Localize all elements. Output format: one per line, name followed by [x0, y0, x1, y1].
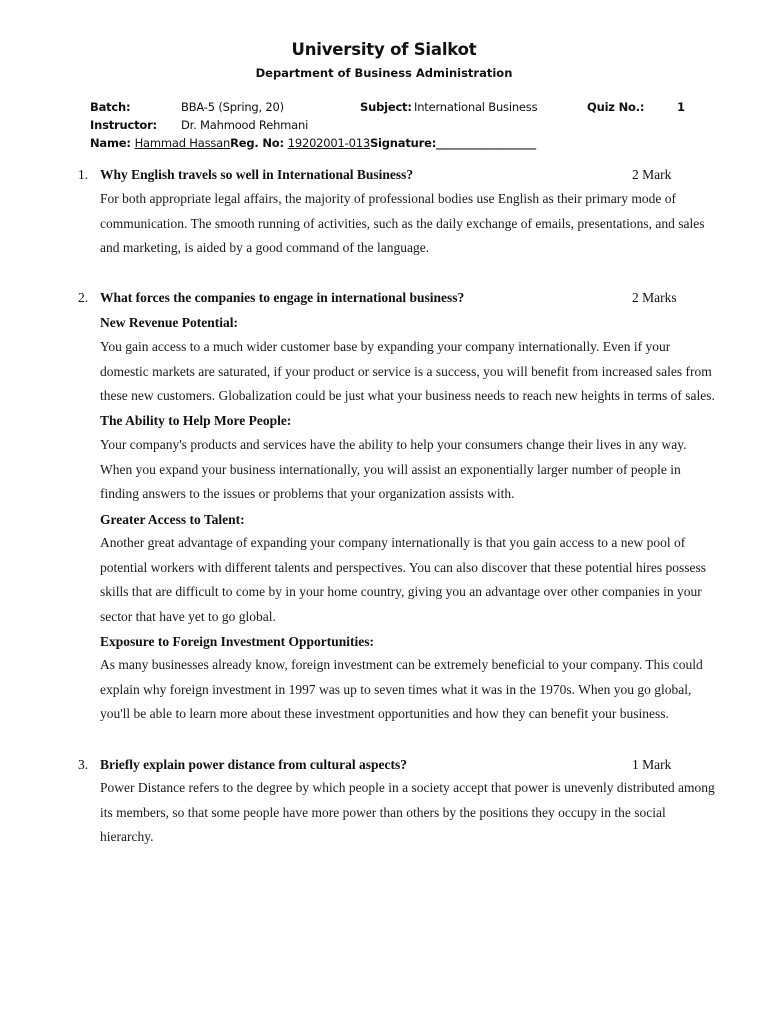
question-2-number: 2. — [78, 290, 89, 305]
question-1-text: Why English travels so well in International Business? — [100, 167, 414, 182]
question-1-marks: 2 Mark — [632, 167, 672, 182]
answer-line: Another great advantage of expanding your company internationally is that you gain access to a new pool of — [100, 535, 686, 550]
reg-label: Reg. No: — [230, 136, 284, 150]
answer-line: these new customers. Globalization could be just what your business needs to reach new heights in terms of sales. — [100, 388, 715, 404]
section-heading-revenue: New Revenue Potential: — [100, 315, 238, 330]
answer-line: domestic markets are saturated, if your product or service is a success, you will benefit from increased sales from — [100, 363, 712, 379]
answer-line: Power Distance refers to the degree by which people in a society accept that power is unevenly distributed among — [100, 780, 715, 795]
question-1-number: 1. — [78, 167, 89, 182]
section-body-foreign-investment — [100, 653, 732, 727]
signature-label: Signature: — [369, 136, 437, 150]
subject-label: Subject: — [360, 100, 412, 114]
answer-line: potential workers with different talents and perspectives. You can also discover that these potential hires possess — [100, 559, 706, 575]
answer-line: sector that have yet to go global. — [100, 608, 276, 624]
section-heading-help-people: The Ability to Help More People: — [100, 413, 292, 428]
instructor-label: Instructor: — [90, 118, 157, 132]
answer-line: its members, so that some people have more power than others by the positions they occupy in the social — [100, 804, 666, 820]
name-value: Hammad Hassan — [134, 136, 231, 150]
instructor-value: Dr. Mahmood Rehmani — [181, 118, 309, 132]
question-2-text: What forces the companies to engage in international business? — [100, 290, 465, 305]
batch-value: BBA-5 (Spring, 20) — [181, 100, 284, 114]
section-heading-talent: Greater Access to Talent: — [100, 512, 245, 527]
question-2-marks: 2 Marks — [632, 290, 677, 305]
question-1-answer — [100, 187, 732, 261]
university-title: University of Sialkot — [291, 40, 477, 59]
signature-blank: __________________ — [436, 136, 537, 150]
name-label: Name: — [90, 136, 131, 150]
quiz-label: Quiz No.: — [587, 100, 645, 114]
subject-value: International Business — [414, 100, 538, 114]
answer-line: communication. The smooth running of activities, such as the daily exchange of emails, presentations, and sales — [100, 215, 705, 231]
question-3-number: 3. — [78, 757, 89, 772]
question-3-answer — [100, 776, 732, 850]
answer-line: finding answers to the issues or problems that your organization assists with. — [100, 486, 515, 502]
answer-line: Your company's products and services have the ability to help your consumers change their lives in any way. — [100, 437, 687, 452]
reg-value: 19202001-013 — [287, 136, 370, 150]
section-body-help-people — [100, 433, 732, 507]
answer-line: hierarchy. — [100, 829, 154, 845]
section-heading-foreign-investment: Exposure to Foreign Investment Opportunities: — [100, 634, 375, 649]
section-body-revenue — [100, 335, 732, 409]
section-body-talent — [100, 531, 732, 629]
question-3-text: Briefly explain power distance from cultural aspects? — [100, 757, 407, 772]
question-3-marks: 1 Mark — [632, 757, 672, 772]
answer-line: and marketing, is aided by a good command of the language. — [100, 240, 430, 256]
answer-line: For both appropriate legal affairs, the majority of professional bodies use English as their primary mode of — [100, 191, 676, 206]
answer-line: explain why foreign investment in 1997 was up to seven times what it was in the 1970s. When you go global, — [100, 681, 692, 697]
answer-line: you'll be able to learn more about these investment opportunities and how they can benefit your business. — [100, 706, 669, 722]
department-title: Department of Business Administration — [255, 66, 513, 80]
quiz-value: 1 — [677, 100, 685, 114]
answer-line: You gain access to a much wider customer base by expanding your company internationally. Even if your — [100, 339, 671, 354]
batch-label: Batch: — [90, 100, 131, 114]
student-name-row — [90, 136, 536, 150]
answer-line: skills that are difficult to come by in your home country, giving you an advantage over other companies in your — [100, 584, 702, 600]
answer-line: As many businesses already know, foreign investment can be extremely beneficial to your company. This could — [100, 657, 703, 672]
answer-line: When you expand your business internationally, you will assist an exponentially larger number of people in — [100, 461, 681, 477]
